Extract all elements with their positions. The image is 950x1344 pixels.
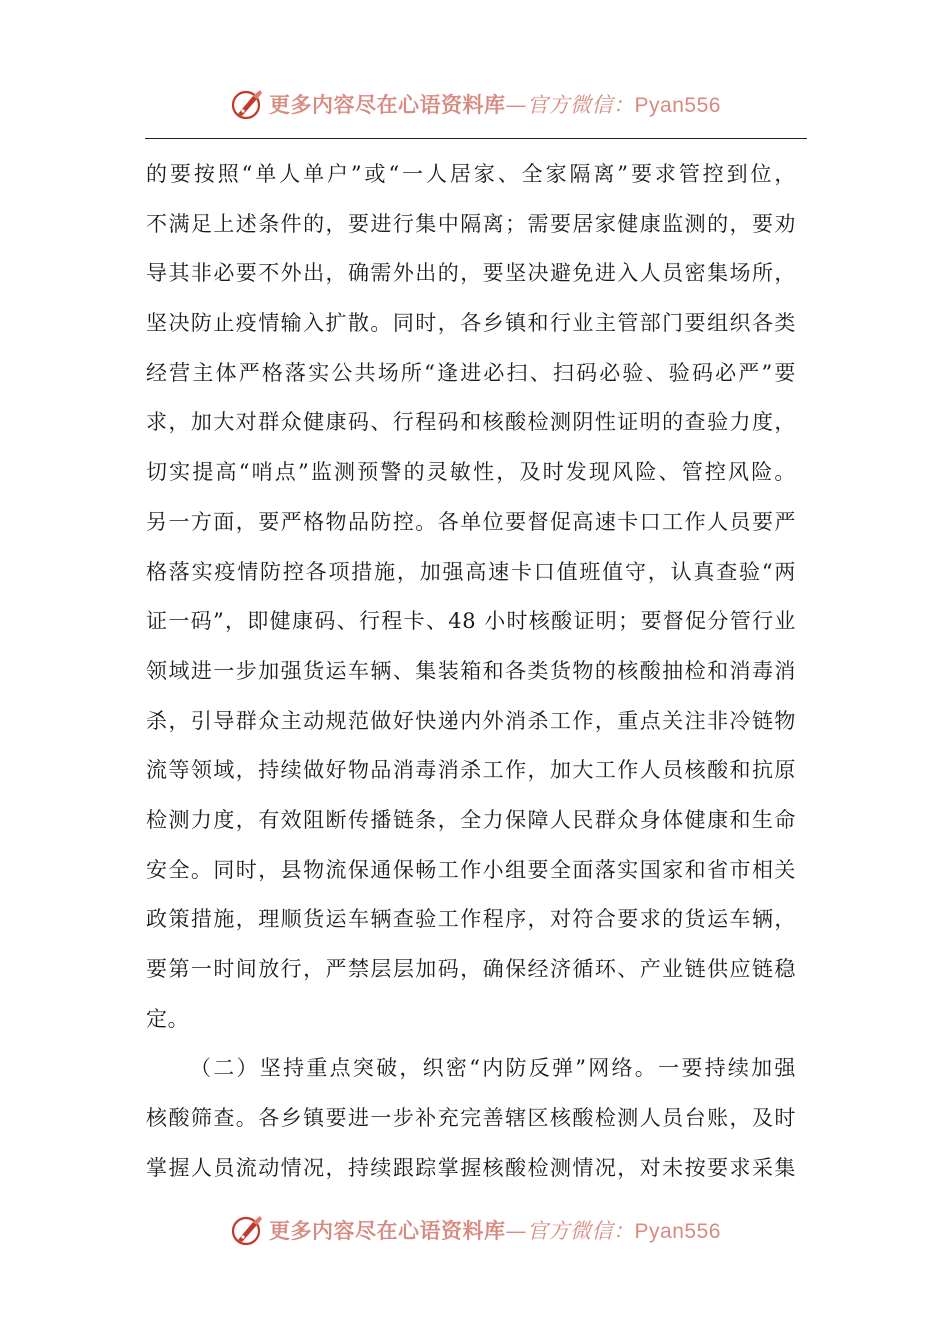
body-line: 掌握人员流动情况，持续跟踪掌握核酸检测情况，对未按要求采集 [146, 1155, 796, 1180]
body-line: 杀，引导群众主动规范做好快递内外消杀工作，重点关注非冷链物 [146, 708, 796, 733]
pen-nib-circle-icon [229, 86, 265, 122]
body-line: 安全。同时，县物流保通保畅工作小组要全面落实国家和省市相关 [146, 857, 796, 882]
footer-banner [0, 1208, 950, 1252]
footer-banner-text [269, 1215, 721, 1245]
header-banner-title: 更多内容尽在心语资料库 [269, 92, 506, 117]
section-heading-line: （二）坚持重点突破，织密“内防反弹”网络。一要持续加强 [190, 1056, 796, 1081]
body-line: 切实提高“哨点”监测预警的灵敏性，及时发现风险、管控风险。 [146, 460, 796, 485]
body-line: 格落实疫情防控各项措施，加强高速卡口值班值守，认真查验“两 [146, 559, 796, 584]
header-banner-wx-label: 官方微信： [527, 93, 635, 117]
body-line: 要第一时间放行，严禁层层加码，确保经济循环、产业链供应链稳 [146, 957, 796, 981]
body-line: 证一码”，即健康码、行程卡、48 小时核酸证明；要督促分管行业 [146, 609, 796, 634]
footer-banner-title: 更多内容尽在心语资料库 [269, 1218, 506, 1243]
body-line: 求，加大对群众健康码、行程码和核酸检测阴性证明的查验力度， [146, 410, 796, 435]
body-line: 坚决防止疫情输入扩散。同时，各乡镇和行业主管部门要组织各类 [146, 311, 796, 336]
body-line: 经营主体严格落实公共场所“逢进必扫、扫码必验、验码必严”要 [146, 360, 796, 385]
body-line: 不满足上述条件的，要进行集中隔离；需要居家健康监测的，要劝 [146, 211, 796, 236]
body-line: 另一方面，要严格物品防控。各单位要督促高速卡口工作人员要严 [146, 509, 796, 534]
header-rule [145, 138, 807, 139]
pen-nib-circle-icon [229, 1212, 265, 1248]
document-body [146, 150, 796, 1193]
body-line: 导其非必要不外出，确需外出的，要坚决避免进入人员密集场所， [146, 261, 796, 286]
body-line: 定。 [146, 1006, 190, 1031]
footer-banner-dash: — [505, 1219, 528, 1243]
header-banner-wx-id: Pyan556 [634, 94, 721, 117]
body-line: 检测力度，有效阻断传播链条，全力保障人民群众身体健康和生命 [146, 807, 796, 832]
body-line: 核酸筛查。各乡镇要进一步补充完善辖区核酸检测人员台账，及时 [146, 1106, 796, 1131]
body-line: 政策措施，理顺货运车辆查验工作程序，对符合要求的货运车辆， [146, 907, 796, 932]
header-banner-text [269, 89, 721, 119]
body-line: 的要按照“单人单户”或“一人居家、全家隔离”要求管控到位， [146, 162, 796, 186]
body-line: 领域进一步加强货运车辆、集装箱和各类货物的核酸抽检和消毒消 [146, 658, 796, 683]
body-line: 流等领域，持续做好物品消毒消杀工作，加大工作人员核酸和抗原 [146, 758, 796, 783]
footer-banner-wx-id: Pyan556 [634, 1220, 721, 1243]
header-banner [0, 82, 950, 126]
footer-banner-wx-label: 官方微信： [527, 1219, 635, 1243]
header-banner-dash: — [505, 93, 528, 117]
